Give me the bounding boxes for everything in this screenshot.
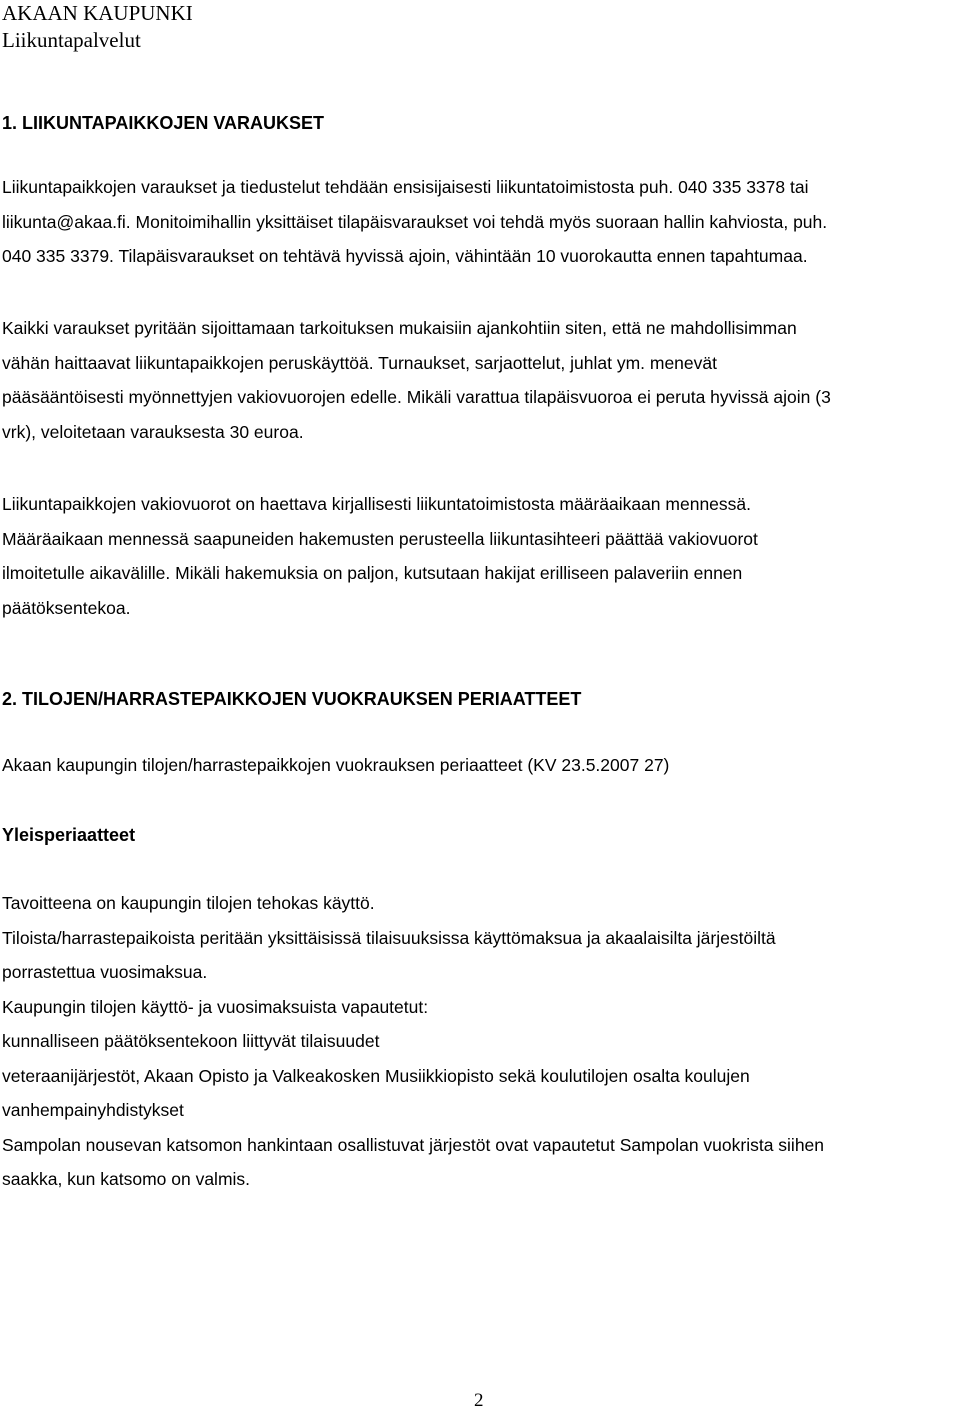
paragraph-line: vanhempainyhdistykset bbox=[2, 1100, 184, 1120]
section-2-body bbox=[2, 886, 957, 1197]
paragraph-line: ilmoitetulle aikavälille. Mikäli hakemuksia on paljon, kutsutaan hakijat erilliseen palaveriin ennen bbox=[2, 563, 743, 583]
department-name: Liikuntapalvelut bbox=[2, 28, 141, 52]
page-number: 2 bbox=[474, 1390, 484, 1411]
paragraph-line: kunnalliseen päätöksentekoon liittyvät tilaisuudet bbox=[2, 1031, 380, 1051]
paragraph-line: veteraanijärjestöt, Akaan Opisto ja Valkeakosken Musiikkiopisto sekä koulutilojen osalta koulujen bbox=[2, 1065, 750, 1086]
paragraph-line: liikunta@akaa.fi. Monitoimihallin yksittäiset tilapäisvaraukset voi tehdä myös suoraan hallin kahviosta, puh. bbox=[2, 211, 828, 232]
section-1-paragraph-2 bbox=[2, 311, 957, 449]
paragraph-line: Kaikki varaukset pyritään sijoittamaan tarkoituksen mukaisiin ajankohtiin siten, että ne mahdollisimman bbox=[2, 318, 797, 338]
paragraph-line: pääsääntöisesti myönnettyjen vakiovuorojen edelle. Mikäli varattua tilapäisvuoroa ei peruta hyvissä ajoin (3 bbox=[2, 387, 831, 407]
document-header bbox=[2, 0, 193, 54]
section-2-intro bbox=[2, 748, 957, 783]
paragraph-line: porrastettua vuosimaksua. bbox=[2, 962, 208, 982]
paragraph-line: Sampolan nousevan katsomon hankintaan osallistuvat järjestöt ovat vapautetut Sampolan vuokrista siihen bbox=[2, 1134, 825, 1155]
paragraph-line: Liikuntapaikkojen vakiovuorot on haettava kirjallisesti liikuntatoimistosta määräaikaan mennessä. bbox=[2, 494, 752, 514]
paragraph-line: Kaupungin tilojen käyttö- ja vuosimaksuista vapautetut: bbox=[2, 996, 429, 1017]
paragraph-line: Tavoitteena on kaupungin tilojen tehokas käyttö. bbox=[2, 893, 375, 913]
section-2-subheading: Yleisperiaatteet bbox=[2, 825, 136, 845]
section-1-heading: 1. LIIKUNTAPAIKKOJEN VARAUKSET bbox=[2, 113, 325, 133]
section-1-paragraph-3 bbox=[2, 487, 957, 625]
paragraph-line: Akaan kaupungin tilojen/harrastepaikkojen vuokrauksen periaatteet (KV 23.5.2007 27) bbox=[2, 755, 670, 775]
paragraph-line: Liikuntapaikkojen varaukset ja tiedustelut tehdään ensisijaisesti liikuntatoimistosta puh. 040 335 3378 tai bbox=[2, 177, 809, 197]
section-2-heading: 2. TILOJEN/HARRASTEPAIKKOJEN VUOKRAUKSEN PERIAATTEET bbox=[2, 689, 582, 709]
paragraph-line: vrk), veloitetaan varauksesta 30 euroa. bbox=[2, 421, 304, 442]
paragraph-line: vähän haittaavat liikuntapaikkojen peruskäyttöä. Turnaukset, sarjaottelut, juhlat ym. menevät bbox=[2, 352, 717, 373]
organization-name: AKAAN KAUPUNKI bbox=[2, 1, 193, 25]
paragraph-line: 040 335 3379. Tilapäisvaraukset on tehtävä hyvissä ajoin, vähintään 10 vuorokautta ennen tapahtumaa. bbox=[2, 246, 808, 266]
paragraph-line: päätöksentekoa. bbox=[2, 597, 131, 618]
paragraph-line: Tiloista/harrastepaikoista peritään yksittäisissä tilaisuuksissa käyttömaksua ja akaalaisilta järjestöiltä bbox=[2, 927, 776, 948]
paragraph-line: saakka, kun katsomo on valmis. bbox=[2, 1169, 251, 1189]
section-1-paragraph-1 bbox=[2, 170, 957, 274]
paragraph-line: Määräaikaan mennessä saapuneiden hakemusten perusteella liikuntasihteeri päättää vakiovuorot bbox=[2, 528, 758, 549]
